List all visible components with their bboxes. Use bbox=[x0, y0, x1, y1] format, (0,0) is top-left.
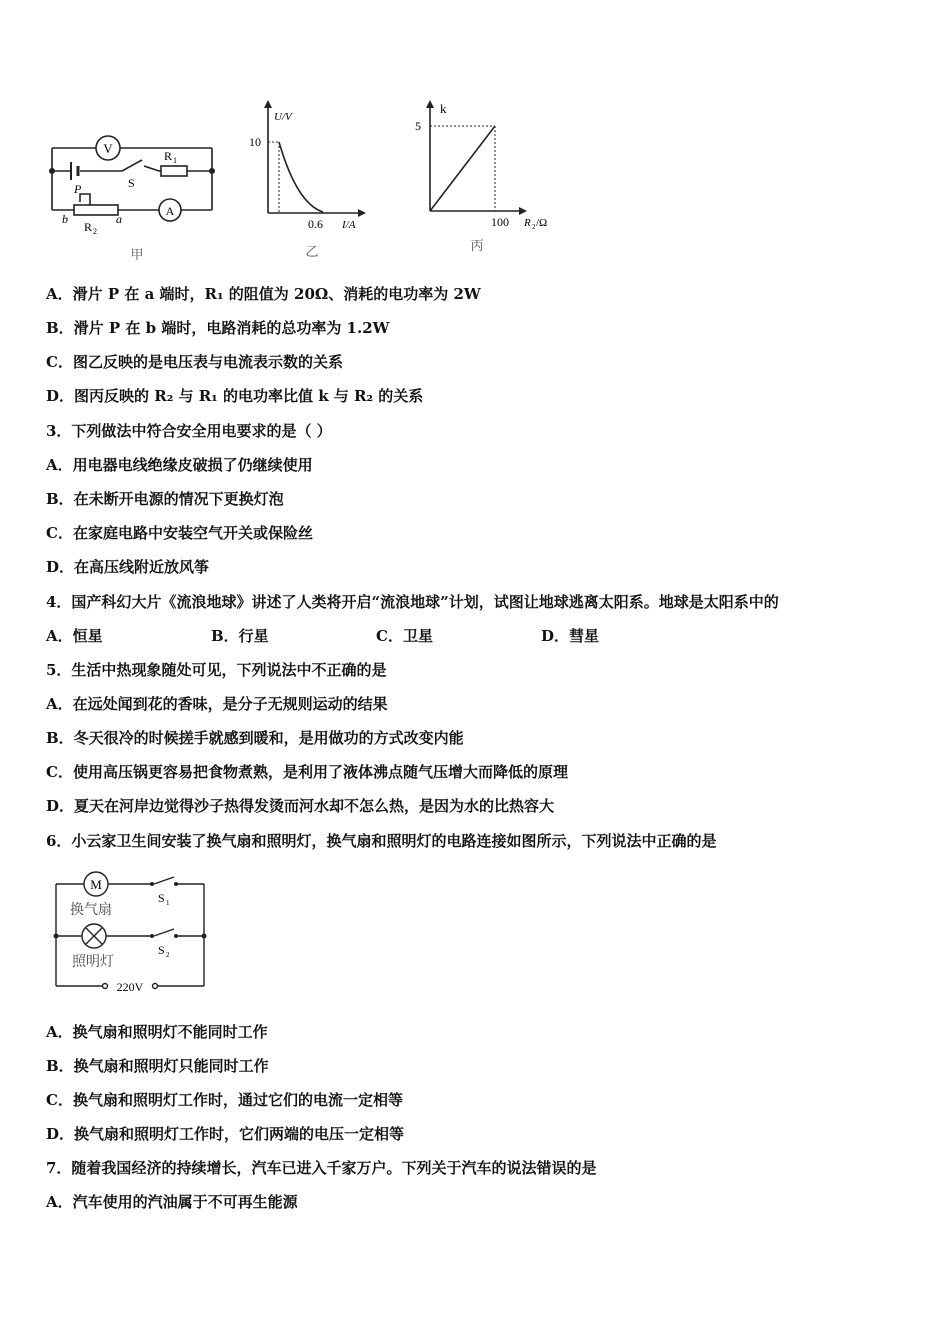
r1-sub: 1 bbox=[173, 156, 177, 165]
figure-jia-caption: 甲 bbox=[130, 247, 144, 262]
yi-x-label: I/A bbox=[342, 219, 356, 231]
s1-label: S bbox=[158, 891, 165, 905]
slider-p-label: P bbox=[74, 182, 82, 196]
bing-y-tick: 5 bbox=[415, 119, 421, 133]
q2-option-b: B．滑片 P 在 b 端时，电路消耗的总功率为 1.2W bbox=[46, 319, 390, 337]
q6-option-d: D．换气扇和照明灯工作时，它们两端的电压一定相等 bbox=[46, 1125, 405, 1143]
motor-symbol: M bbox=[90, 877, 102, 892]
s2-sub: 2 bbox=[166, 951, 170, 959]
figure-bing-caption: 丙 bbox=[470, 238, 484, 253]
q4-options bbox=[46, 626, 646, 646]
q4-option-a: A．恒星 bbox=[46, 627, 103, 645]
bing-x-label-unit: /Ω bbox=[536, 217, 548, 229]
q6-option-c: C．换气扇和照明灯工作时，通过它们的电流一定相等 bbox=[46, 1091, 403, 1109]
r2-label: R bbox=[84, 220, 93, 234]
q5-option-c: C．使用高压锅更容易把食物煮熟，是利用了液体沸点随气压增大而降低的原理 bbox=[46, 763, 568, 781]
q2-option-a: A．滑片 P 在 a 端时，R₁ 的阻值为 20Ω、消耗的电功率为 2W bbox=[46, 285, 481, 303]
q4-stem: 4．国产科幻大片《流浪地球》讲述了人类将开启“流浪地球”计划，试图让地球逃离太阳系。地球是太阳系中的 bbox=[46, 593, 779, 611]
voltage-label: 220V bbox=[116, 980, 144, 994]
s2-label: S bbox=[158, 943, 165, 957]
r2-sub: 2 bbox=[93, 227, 97, 236]
q3-stem: 3．下列做法中符合安全用电要求的是（ ） bbox=[46, 422, 332, 440]
q5-option-b: B．冬天很冷的时候搓手就感到暖和，是用做功的方式改变内能 bbox=[46, 729, 464, 747]
fan-label: 换气扇 bbox=[70, 903, 112, 918]
s1-sub: 1 bbox=[166, 899, 170, 907]
q2-option-c: C．图乙反映的是电压表与电流表示数的关系 bbox=[46, 353, 343, 371]
switch-s-label: S bbox=[128, 176, 135, 190]
bing-x-label: R bbox=[524, 217, 531, 229]
q4-option-c: C．卫星 bbox=[376, 627, 433, 645]
yi-y-label: U/V bbox=[274, 111, 292, 123]
figure-yi-caption: 乙 bbox=[305, 244, 319, 259]
q3-option-c: C．在家庭电路中安装空气开关或保险丝 bbox=[46, 524, 313, 542]
ammeter-symbol: A bbox=[165, 204, 175, 218]
bing-y-label: k bbox=[440, 101, 447, 116]
q4-option-d: D．彗星 bbox=[541, 627, 600, 645]
figure-jia-circuit bbox=[44, 128, 224, 268]
q3-option-b: B．在未断开电源的情况下更换灯泡 bbox=[46, 490, 284, 508]
bing-x-label-sub: 2 bbox=[532, 223, 536, 231]
q2-option-d: D．图丙反映的 R₂ 与 R₁ 的电功率比值 k 与 R₂ 的关系 bbox=[46, 387, 424, 405]
q6-circuit-figure bbox=[48, 868, 213, 998]
q6-option-a: A．换气扇和照明灯不能同时工作 bbox=[46, 1023, 268, 1041]
voltmeter-symbol: V bbox=[103, 141, 113, 156]
q7-option-a: A．汽车使用的汽油属于不可再生能源 bbox=[46, 1193, 298, 1211]
q6-option-b: B．换气扇和照明灯只能同时工作 bbox=[46, 1057, 269, 1075]
figure-yi-graph bbox=[244, 98, 374, 268]
end-a-label: a bbox=[116, 212, 122, 226]
q5-stem: 5．生活中热现象随处可见，下列说法中不正确的是 bbox=[46, 661, 387, 679]
q3-option-d: D．在高压线附近放风筝 bbox=[46, 558, 210, 576]
end-b-label: b bbox=[62, 212, 68, 226]
yi-x-tick: 0.6 bbox=[308, 217, 323, 231]
bing-x-tick: 100 bbox=[491, 215, 509, 229]
q4-option-b: B．行星 bbox=[211, 627, 269, 645]
q6-stem: 6．小云家卫生间安装了换气扇和照明灯，换气扇和照明灯的电路连接如图所示，下列说法中正确的是 bbox=[46, 832, 717, 850]
lamp-label: 照明灯 bbox=[72, 955, 114, 970]
q5-option-d: D．夏天在河岸边觉得沙子热得发烫而河水却不怎么热，是因为水的比热容大 bbox=[46, 797, 555, 815]
q5-option-a: A．在远处闻到花的香味，是分子无规则运动的结果 bbox=[46, 695, 388, 713]
figure-bing-graph bbox=[405, 98, 565, 263]
q7-stem: 7．随着我国经济的持续增长，汽车已进入千家万户。下列关于汽车的说法错误的是 bbox=[46, 1159, 597, 1177]
r1-label: R bbox=[164, 149, 173, 163]
q3-option-a: A．用电器电线绝缘皮破损了仍继续使用 bbox=[46, 456, 313, 474]
yi-y-tick: 10 bbox=[249, 135, 261, 149]
